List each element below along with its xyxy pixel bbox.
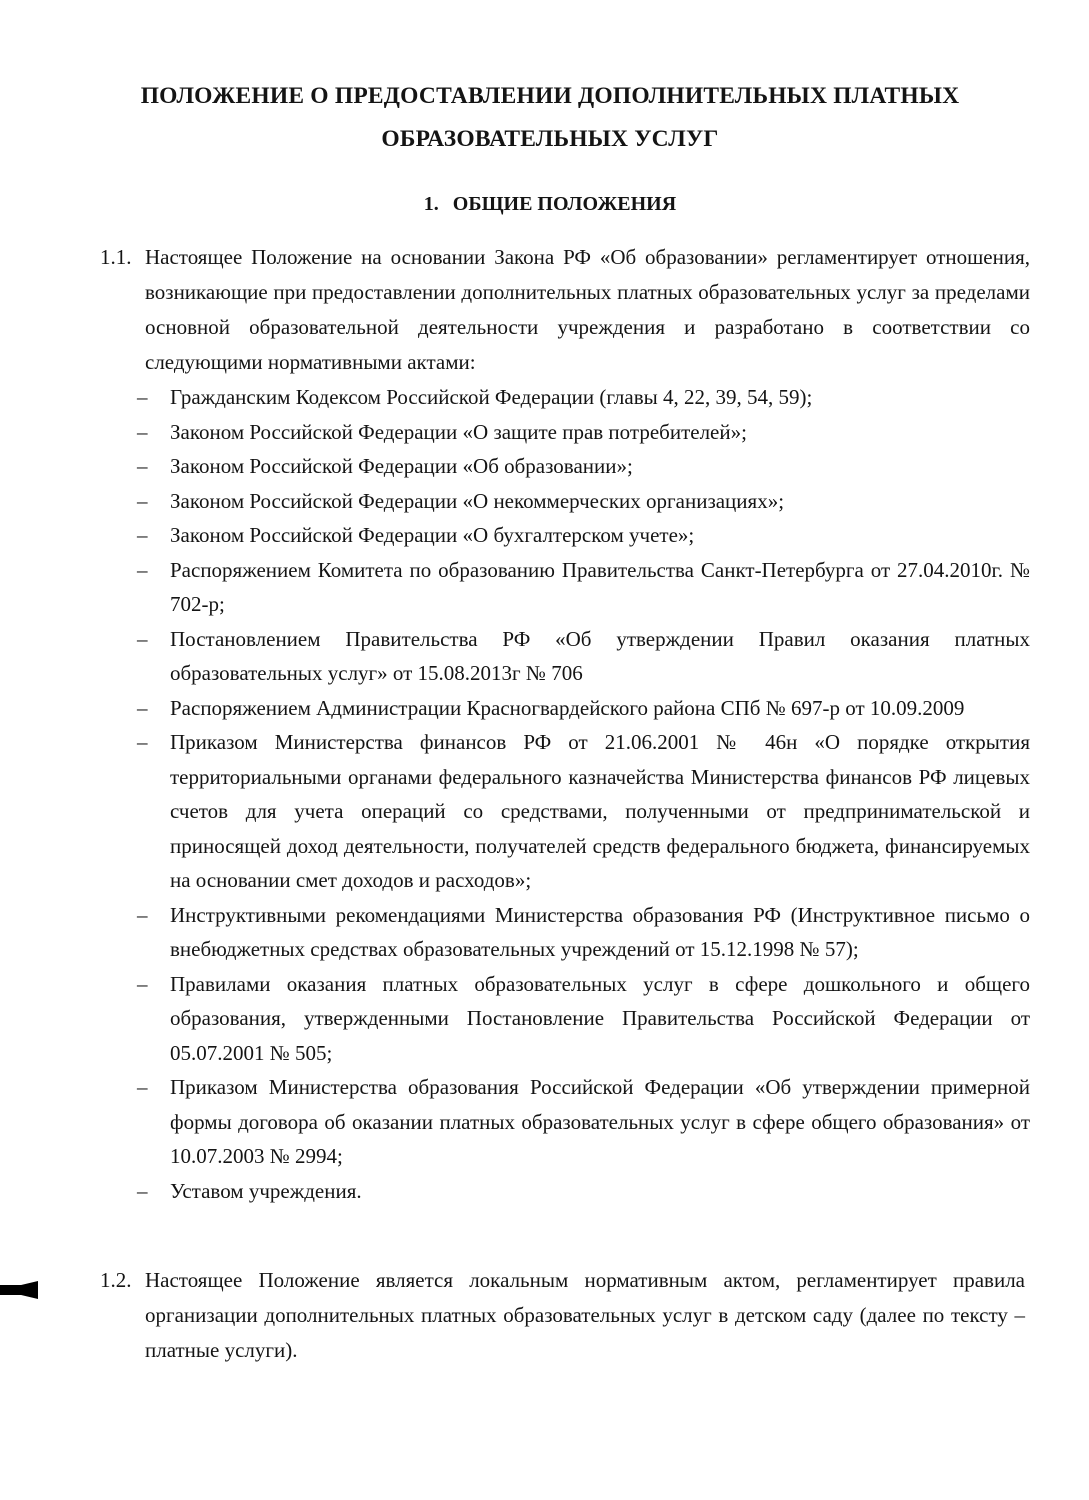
document-title-line-2: ОБРАЗОВАТЕЛЬНЫХ УСЛУГ (381, 126, 719, 152)
list-dash: – (137, 523, 148, 547)
list-item (137, 484, 1030, 519)
list-dash: – (137, 488, 148, 513)
list-item (137, 449, 1030, 484)
list-item (137, 725, 1030, 898)
section-title: ОБЩИЕ ПОЛОЖЕНИЯ (452, 193, 677, 215)
list-dash: – (137, 385, 148, 409)
scan-margin-mark (0, 1281, 38, 1299)
list-item (137, 415, 1030, 450)
list-item-text: Гражданским Кодексом Российской Федерации (главы 4, 22, 39, 54, 59); (170, 385, 813, 409)
paragraph-text: Настоящее Положение является локальным нормативным актом, регламентирует правила организации дополнительных платных образовательных услуг в детском саду (далее по тексту – платные услуги). (145, 1268, 1025, 1362)
section-heading (80, 193, 1020, 216)
list-item-text: Постановлением Правительства РФ «Об утверждении Правил оказания платных образовательных услуг» от 15.08.2013г № 706 (170, 626, 1030, 685)
paragraph-number: 1.2. (100, 1268, 132, 1292)
list-item-text: Законом Российской Федерации «О бухгалтерском учете»; (170, 523, 695, 547)
list-item (137, 380, 1030, 415)
list-dash: – (137, 1178, 148, 1203)
list-dash: – (137, 557, 148, 582)
list-dash: – (137, 419, 148, 444)
list-item (137, 1174, 1030, 1209)
list-item (137, 518, 1030, 553)
list-item (137, 553, 1030, 622)
list-item-text: Законом Российской Федерации «Об образовании»; (170, 454, 633, 478)
list-dash: – (137, 1075, 148, 1099)
list-item-text: Уставом учреждения. (170, 1178, 362, 1203)
list-item-text: Приказом Министерства образования Российской Федерации «Об утверждении примерной формы договора об оказании платных образовательных услуг в сфере общего образования» от 10.07.2003 № 2994; (170, 1075, 1030, 1168)
list-item-text: Правилами оказания платных образовательных услуг в сфере дошкольного и общего образования, утвержденными Постановление Правительства Российской Федерации от 05.07.2001 № 505; (170, 971, 1030, 1065)
list-dash: – (137, 902, 148, 927)
normative-acts-list (137, 380, 1030, 1208)
list-dash: – (137, 730, 148, 754)
list-item-text: Законом Российской Федерации «О защите прав потребителей»; (170, 419, 747, 444)
list-item-text: Инструктивными рекомендациями Министерства образования РФ (Инструктивное письмо о внебюджетных средствах образовательных учреждений от 15.12.1998 № 57); (170, 902, 1030, 961)
paragraph-1-1 (100, 240, 1030, 380)
list-item-text: Законом Российской Федерации «О некоммерческих организациях»; (170, 488, 785, 513)
list-dash: – (137, 695, 148, 720)
list-item (137, 967, 1030, 1071)
paragraph-1-2 (100, 1263, 1025, 1368)
paragraph-number: 1.1. (100, 245, 132, 269)
document-title-line-1: ПОЛОЖЕНИЕ О ПРЕДОСТАВЛЕНИИ ДОПОЛНИТЕЛЬНЫХ ПЛАТНЫХ (140, 83, 960, 109)
section-number: 1. (423, 193, 439, 215)
list-item (137, 691, 1030, 726)
list-dash: – (137, 971, 148, 996)
list-dash: – (137, 626, 148, 651)
list-item (137, 622, 1030, 691)
list-item-text: Приказом Министерства финансов РФ от 21.06.2001 № 46н «О порядке открытия территориальными органами федерального казначейства Министерства финансов РФ лицевых счетов для учета операций со средствами, полученными от предпринимательской и приносящей доход деятельности, получателей средств федерального бюджета, финансируемых на основании смет доходов и расходов»; (170, 730, 1030, 892)
list-item-text: Распоряжением Комитета по образованию Правительства Санкт-Петербурга от 27.04.2010г. № 702-р; (170, 557, 1030, 616)
list-item (137, 1070, 1030, 1174)
paragraph-text: Настоящее Положение на основании Закона РФ «Об образовании» регламентирует отношения, возникающие при предоставлении дополнительных платных образовательных услуг за пределами основной образовательной деятельности учреждения и разработано в соответствии со следующими нормативными актами: (145, 245, 1030, 374)
list-item-text: Распоряжением Администрации Красногвардейского района СПб № 697-р от 10.09.2009 (170, 695, 965, 720)
list-dash: – (137, 454, 148, 478)
list-item (137, 898, 1030, 967)
